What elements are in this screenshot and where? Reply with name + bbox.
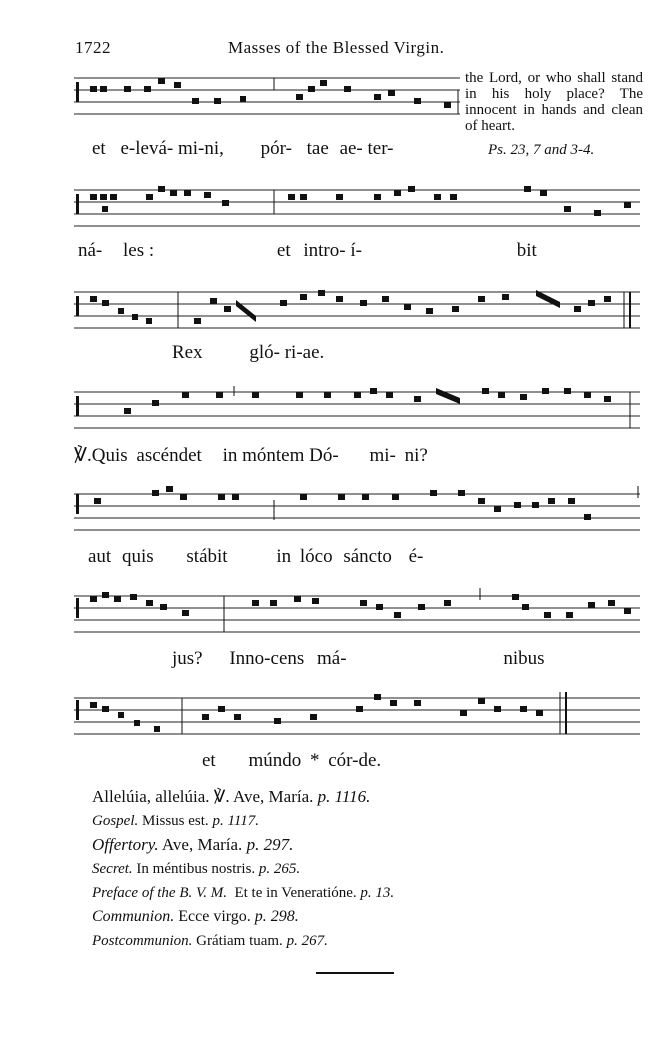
syllable: má- bbox=[317, 648, 347, 669]
proper-text: Missus est. bbox=[142, 813, 209, 829]
syllable: jus? bbox=[172, 648, 203, 669]
syllable: in bbox=[276, 546, 292, 567]
syllable: les : bbox=[123, 240, 155, 261]
syllable: gló- bbox=[249, 342, 280, 363]
neumes bbox=[90, 78, 451, 108]
proper-preface bbox=[92, 881, 394, 905]
syllable: Dó- bbox=[309, 445, 339, 466]
chant-staff-7 bbox=[74, 690, 640, 734]
syllable: ℣.Quis bbox=[74, 445, 128, 466]
syllable: Inno-cens bbox=[229, 648, 305, 669]
staff-2-svg bbox=[74, 182, 640, 232]
syllable: et bbox=[202, 750, 216, 771]
staff-5-svg bbox=[74, 486, 640, 536]
lyric-line-6 bbox=[172, 648, 545, 670]
lyric-line-1 bbox=[92, 138, 394, 160]
syllable: intro- bbox=[303, 240, 346, 261]
proper-label: Preface of the B. V. M. bbox=[92, 885, 227, 901]
staff-4-svg bbox=[74, 384, 640, 434]
proper-communion bbox=[92, 905, 394, 929]
syllable: ni? bbox=[404, 445, 428, 466]
syllable: móntem bbox=[242, 445, 305, 466]
syllable: stábit bbox=[186, 546, 228, 567]
clef bbox=[76, 82, 79, 102]
proper-alleluia bbox=[92, 785, 394, 809]
chant-staff-6 bbox=[74, 588, 640, 632]
syllable: e-levá- bbox=[120, 138, 174, 159]
page-number: 1722 bbox=[75, 38, 111, 57]
syllable: sáncto bbox=[343, 546, 392, 567]
proper-ref: p. 298. bbox=[254, 908, 299, 925]
psalm-translation: the Lord, or who shall stand in his holy place? The innocent in hands and clean of heart. bbox=[465, 70, 643, 134]
proper-secret bbox=[92, 857, 394, 881]
lyric-line-2 bbox=[78, 240, 537, 262]
proper-text: Ave, María. bbox=[161, 835, 243, 854]
syllable: aut bbox=[88, 546, 112, 567]
syllable: ae- bbox=[339, 138, 363, 159]
syllable: pór- bbox=[260, 138, 292, 159]
proper-ref: p. 265. bbox=[258, 861, 301, 877]
proper-ref: p. 1116. bbox=[317, 787, 371, 806]
syllable: ri-ae. bbox=[284, 342, 325, 363]
syllable: et bbox=[276, 240, 291, 261]
proper-gospel bbox=[92, 809, 394, 833]
staff-1-svg bbox=[74, 70, 460, 120]
running-title: Masses of the Blessed Virgin. bbox=[228, 38, 445, 57]
proper-ref: p. 13. bbox=[360, 885, 395, 901]
syllable: ná- bbox=[78, 240, 103, 261]
proper-offertory bbox=[92, 833, 394, 857]
chant-staff-1 bbox=[74, 70, 460, 114]
chant-staff-4 bbox=[74, 384, 640, 428]
syllable: é- bbox=[408, 546, 424, 567]
syllable: quis bbox=[121, 546, 154, 567]
proper-label: Postcommunion. bbox=[92, 933, 193, 949]
psalm-reference: Ps. 23, 7 and 3-4. bbox=[488, 142, 595, 158]
proper-text: ℣. Ave, María. bbox=[213, 787, 314, 806]
syllable: nibus bbox=[503, 648, 545, 669]
proper-text: Et te in Veneratióne. bbox=[234, 885, 357, 901]
syllable: * bbox=[310, 750, 320, 771]
proper-label: Gospel. bbox=[92, 813, 139, 829]
syllable: lóco bbox=[299, 546, 333, 567]
syllable: in bbox=[222, 445, 238, 466]
proper-ref: p. 297. bbox=[246, 835, 294, 854]
syllable: í- bbox=[350, 240, 362, 261]
mass-propers bbox=[92, 785, 394, 953]
proper-ref: p. 267. bbox=[286, 933, 328, 949]
syllable: múndo bbox=[248, 750, 302, 771]
proper-label: Allelúia, allelúia. bbox=[92, 787, 210, 806]
chant-staff-5 bbox=[74, 486, 640, 530]
proper-text: In méntibus nostris. bbox=[136, 861, 256, 877]
proper-ref: p. 1117. bbox=[212, 813, 259, 829]
proper-label: Communion. bbox=[92, 908, 175, 925]
syllable: ter- bbox=[367, 138, 394, 159]
syllable: cór-de. bbox=[328, 750, 382, 771]
staff-7-svg bbox=[74, 690, 640, 740]
end-rule bbox=[316, 972, 394, 974]
proper-text: Ecce virgo. bbox=[178, 908, 251, 925]
lyric-line-7 bbox=[202, 750, 381, 772]
lyric-line-5 bbox=[88, 546, 423, 568]
lyric-line-3 bbox=[172, 342, 324, 364]
chant-staff-3 bbox=[74, 284, 640, 328]
proper-text: Grátiam tuam. bbox=[196, 933, 283, 949]
staff-3-svg bbox=[74, 284, 640, 334]
chant-staff-2 bbox=[74, 182, 640, 226]
syllable: tae bbox=[306, 138, 329, 159]
syllable: ascéndet bbox=[136, 445, 202, 466]
syllable: et bbox=[92, 138, 106, 159]
proper-label: Offertory. bbox=[92, 835, 159, 854]
syllable: mi-ni, bbox=[177, 138, 224, 159]
proper-label: Secret. bbox=[92, 861, 133, 877]
staff-6-svg bbox=[74, 588, 640, 638]
lyric-line-4 bbox=[74, 444, 428, 467]
syllable: Rex bbox=[172, 342, 203, 363]
proper-postcommunion bbox=[92, 929, 394, 953]
syllable: mi- bbox=[369, 445, 396, 466]
syllable: bit bbox=[516, 240, 537, 261]
